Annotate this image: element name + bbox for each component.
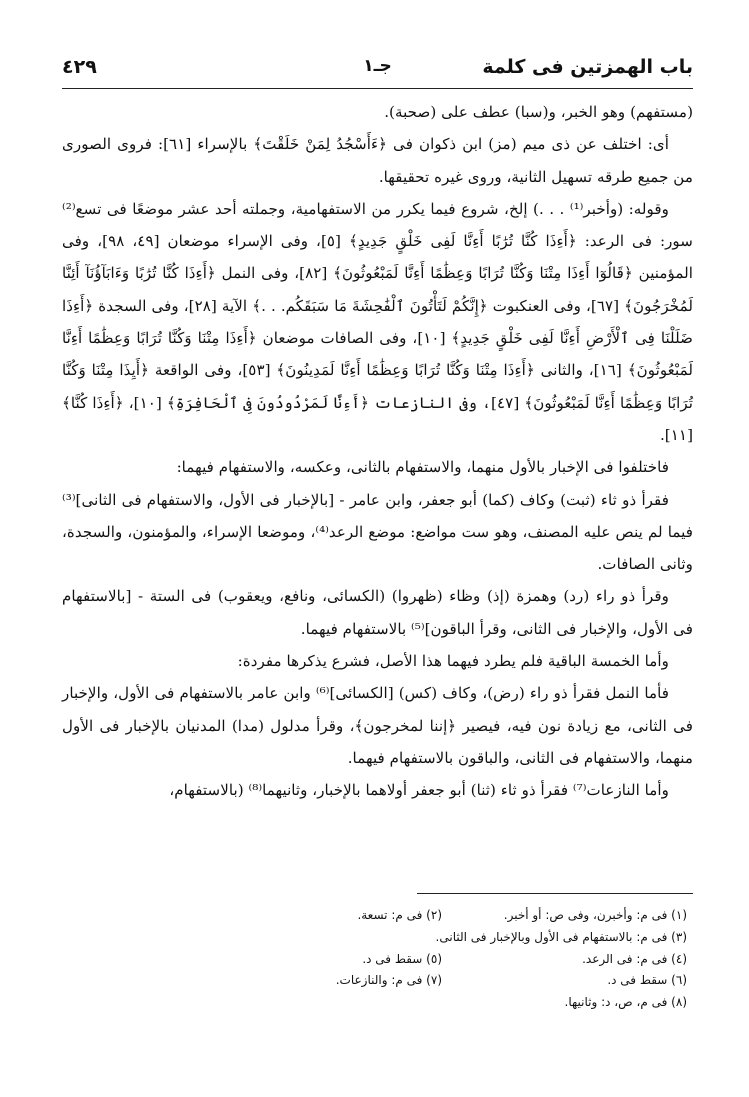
paragraph: وأما الخمسة الباقية فلم يطرد فيهما هذا الأصل، فشرع يذكرها مفردة: — [237, 652, 669, 671]
footnote-row — [62, 992, 687, 1014]
paragraph: فأما النمل فقرأ ذو راء (رض)، وكاف (كس) [الكسائى]⁽⁶⁾ وابن عامر بالاستفهام فى الأول، والإخبار فى الثانى، مع زيادة نون فيه، فيصير ﴿إننا لمخرجون﴾، وقرأ مدلول (مدا) المدنيان بالإخبار فى الأول منهما، والاستفهام فى الثانى، والباقون بالاستفهام فيهما. — [62, 684, 693, 767]
paragraph: فقرأ ذو ثاء (ثبت) وكاف (كما) أبو جعفر، وابن عامر - [بالإخبار فى الأول، والاستفهام فى الثانى]⁽³⁾ فيما لم ينص عليه المصنف، وهو ست مواضع: موضع الرعد⁽⁴⁾، وموضعا الإسراء، والمؤمنون، والسجدة، وثانى الصافات. — [62, 490, 693, 574]
footnote: (١) فى م: وأخبرن، وفى ص: أو أخبر. — [503, 908, 687, 922]
footnote: (٤) فى م: فى الرعد. — [582, 951, 687, 966]
footnote: (٦) سقط فى د. — [607, 973, 687, 988]
footnote: (٧) فى م: والنازعات. — [335, 973, 442, 988]
chapter-title: باب الهمزتين فى كلمة — [482, 56, 693, 78]
footnote: (٥) سقط فى د. — [362, 951, 442, 966]
main-text — [62, 96, 693, 807]
footnote-row — [62, 949, 687, 971]
paragraph: فاختلفوا فى الإخبار بالأول منهما، والاستفهام بالثانى، وعكسه، والاستفهام فيهما: — [176, 458, 669, 477]
footnote-divider — [417, 893, 693, 894]
paragraph: وقوله: (وأخبر⁽¹⁾ . . .) إلخ، شروع فيما يكرر من الاستفهامية، وجملته أحد عشر موضعًا فى تسع⁽²⁾ سور: فى الرعد: ﴿أَءِذَا كُنَّا تُرَٰبًا أَءِنَّا لَفِى خَلْقٍ جَدِيدٍ﴾ [٥]، وفى الإسراء موضعان [٤٩، ٩٨]، وفى المؤمنين ﴿قَالُوٓا أَءِذَا مِتْنَا وَكُنَّا تُرَابًا وَعِظَٰمًا أَءِنَّا لَمَبْعُوثُونَ﴾ [٨٢]، وفى النمل ﴿أَءِذَا كُنَّا تُرَٰبًا وَءَابَآؤُنَآ أَئِنَّا لَمُخْرَجُونَ﴾ [٦٧]، وفى العنكبوت ﴿إِنَّكُمْ لَتَأْتُونَ ٱلْفَٰحِشَةَ مَا سَبَقَكُم. . .﴾ الآية [٢٨]، وفى السجدة ﴿أَءِذَا ضَلَلْنَا فِى ٱلْأَرْضِ أَءِنَّا لَفِى خَلْقٍ جَدِيدٍ﴾ [١٠]، وفى الصافات موضعان ﴿أَءِذَا مِتْنَا وَكُنَّا تُرَابًا وَعِظَٰمًا أَءِنَّا لَمَبْعُوثُونَ﴾ [١٦]، والثانى ﴿أَءِذَا مِتْنَا وَكُنَّا تُرَابًا وَعِظَٰمًا أَءِنَّا لَمَدِينُونَ﴾ [٥٣]، وفى الواقعة ﴿أَيِذَا مِتْنَا وَكُنَّا تُرَابًا وَعِظَٰمًا أَءِنَّا لَمَبْعُوثُونَ﴾ [٤٧]، وفى النازعات ﴿أَءِنَّا لَمَرْدُودُونَ فِى ٱلْحَافِرَةِ﴾ [١٠]، ﴿أَءِذَا كُنَّا﴾ [١١]. — [62, 199, 694, 444]
volume-label: جـ١ — [363, 56, 392, 76]
paragraph: وقرأ ذو راء (رد) وهمزة (إذ) وظاء (ظهروا) (الكسائى، ونافع، ويعقوب) فى الستة - [بالاستفهام فى الأول، والإخبار فى الثانى، وقرأ الباقون]⁽⁵⁾ بالاستفهام فيهما. — [62, 587, 693, 638]
footnote: (٢) فى م: تسعة. — [357, 908, 442, 922]
page-number: ٤٢٩ — [62, 56, 97, 78]
footnote: (٨) فى م، ص، د: وثانيها. — [564, 995, 687, 1010]
footnote-row — [62, 970, 687, 992]
paragraph: (مستفهم) وهو الخبر، و(سبا) عطف على (صحبة). — [384, 103, 693, 121]
running-header — [62, 52, 693, 88]
footnote-row — [62, 927, 687, 949]
header-divider — [62, 88, 693, 89]
footnotes — [62, 905, 687, 1014]
footnote-row — [62, 905, 687, 927]
paragraph: وأما النازعات⁽⁷⁾ فقرأ ذو ثاء (ثنا) أبو جعفر أولاهما بالإخبار، وثانيهما⁽⁸⁾ (بالاستفهام، — [169, 781, 669, 800]
paragraph: أى: اختلف عن ذى ميم (مز) ابن ذكوان فى ﴿ءَأَسْجُدُ لِمَنْ خَلَقْتَ﴾ بالإسراء [٦١]: فروى الصورى من جميع طرقه تسهيل الثانية، وروى غيره تحقيقها. — [62, 135, 693, 186]
footnote: (٣) فى م: بالاستفهام فى الأول وبالإخبار فى الثانى. — [435, 929, 687, 944]
